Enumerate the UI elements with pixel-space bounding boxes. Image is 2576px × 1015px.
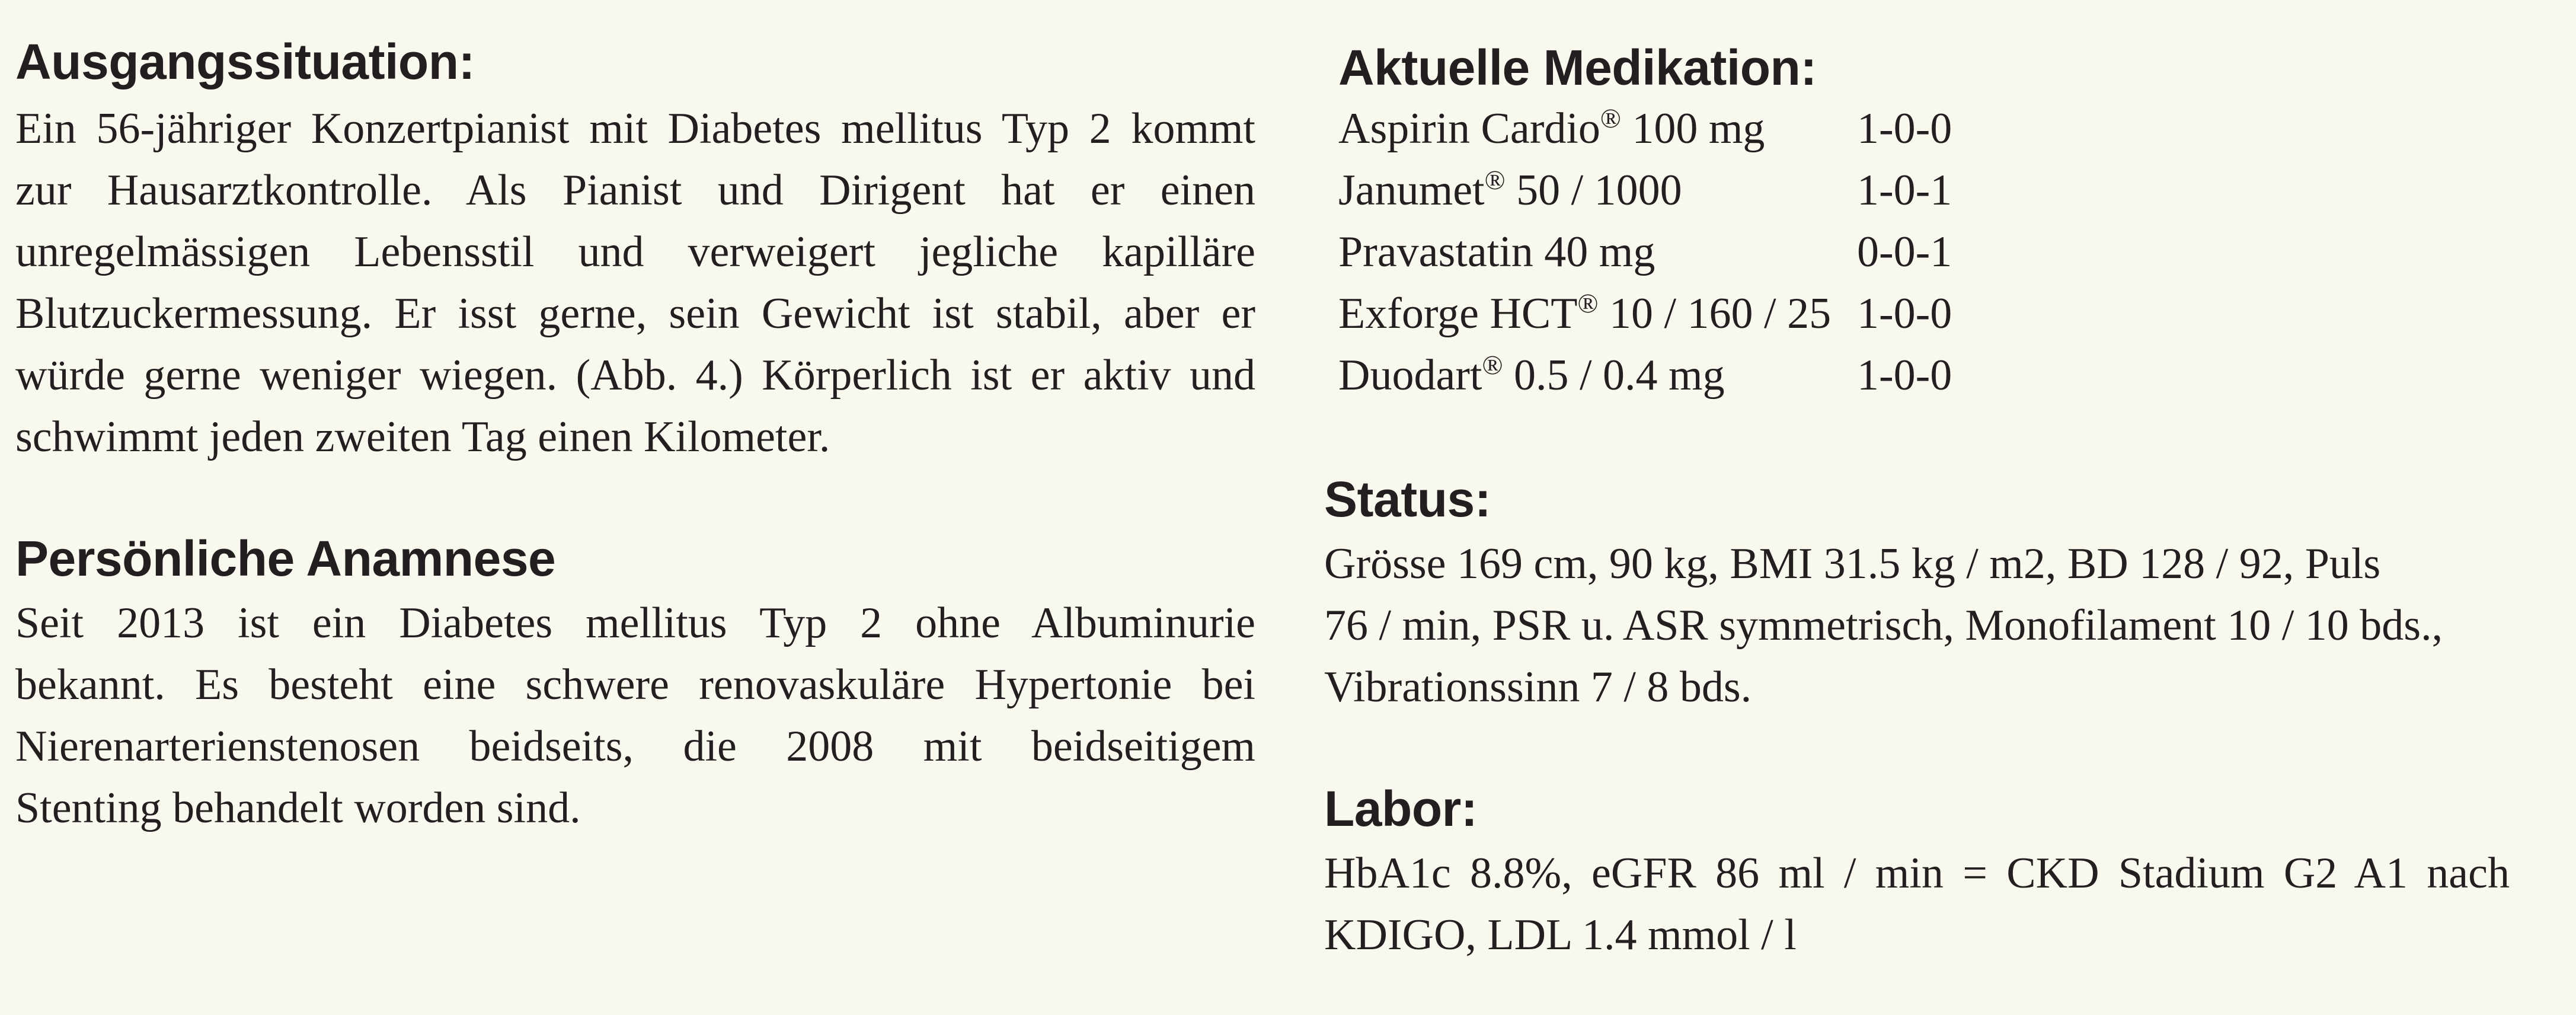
anamnese-line-2: bekannt. Es besteht eine schwere renovaskuläre Hypertonie bei (15, 660, 1255, 709)
registered-mark: ® (1484, 165, 1506, 195)
medication-name: Aspirin Cardio® 100 mg (1338, 103, 1765, 153)
ausgang-line-1: Ein 56-jähriger Konzertpianist mit Diabetes mellitus Typ 2 kommt (15, 104, 1255, 153)
status-line-2: 76 / min, PSR u. ASR symmetrisch, Monofilament 10 / 10 bds., (1324, 601, 2443, 650)
registered-mark: ® (1577, 288, 1599, 318)
ausgang-line-4: Blutzuckermessung. Er isst gerne, sein Gewicht ist stabil, aber er (15, 289, 1255, 338)
heading-labor: Labor: (1324, 781, 1478, 837)
registered-mark: ® (1600, 103, 1621, 133)
ausgang-line-6: schwimmt jeden zweiten Tag einen Kilometer. (15, 413, 830, 461)
medication-name: Janumet® 50 / 1000 (1338, 165, 1682, 215)
ausgang-line-5: würde gerne weniger wiegen. (Abb. 4.) Körperlich ist er aktiv und (15, 351, 1255, 400)
heading-anamnese: Persönliche Anamnese (15, 531, 556, 586)
anamnese-line-3: Nierenarterienstenosen beidseits, die 2008 mit beidseitigem (15, 722, 1255, 771)
heading-medikation: Aktuelle Medikation: (1338, 40, 1817, 95)
medication-name: Pravastatin 40 mg (1338, 228, 1655, 276)
heading-ausgangssituation: Ausgangssituation: (15, 34, 475, 90)
labor-line-1: HbA1c 8.8%, eGFR 86 ml / min = CKD Stadium G2 A1 nach (1324, 849, 2510, 898)
anamnese-line-4: Stenting behandelt worden sind. (15, 784, 581, 832)
ausgang-line-2: zur Hausarztkontrolle. Als Pianist und Dirigent hat er einen (15, 166, 1255, 215)
medication-name: Duodart® 0.5 / 0.4 mg (1338, 350, 1725, 400)
medication-schedule: 0-0-1 (1857, 228, 1952, 276)
medication-schedule: 1-0-0 (1857, 104, 1952, 153)
ausgang-line-3: unregelmässigen Lebensstil und verweigert jegliche kapilläre (15, 228, 1255, 276)
medication-name: Exforge HCT® 10 / 160 / 25 (1338, 288, 1832, 338)
labor-line-2: KDIGO, LDL 1.4 mmol / l (1324, 911, 1797, 959)
heading-status: Status: (1324, 471, 1491, 527)
status-line-1: Grösse 169 cm, 90 kg, BMI 31.5 kg / m2, BD 128 / 92, Puls (1324, 540, 2381, 588)
anamnese-line-1: Seit 2013 ist ein Diabetes mellitus Typ 2 ohne Albuminurie (15, 599, 1255, 647)
medication-schedule: 1-0-1 (1857, 166, 1952, 215)
medication-schedule: 1-0-0 (1857, 351, 1952, 400)
registered-mark: ® (1482, 350, 1503, 380)
status-line-3: Vibrationssinn 7 / 8 bds. (1324, 663, 1752, 711)
medication-schedule: 1-0-0 (1857, 289, 1952, 338)
